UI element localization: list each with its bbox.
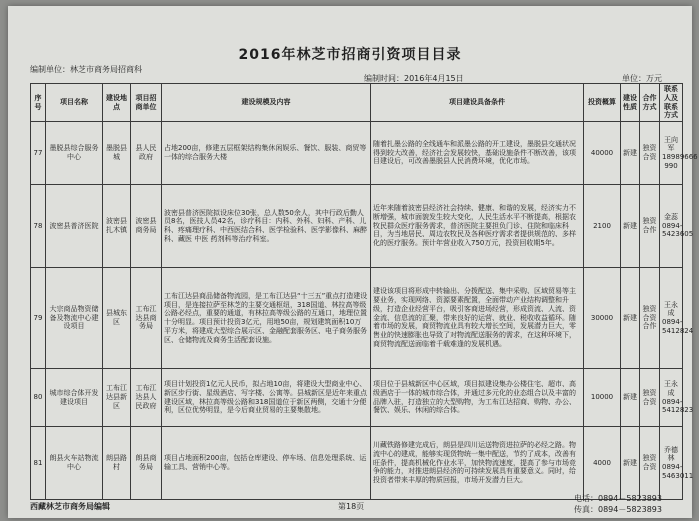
cell-unit: 波密县商务局: [131, 185, 162, 268]
cell-place: 波密县扎木镇: [103, 185, 131, 268]
footer-phone: 电话：0894－5823893: [574, 494, 662, 503]
footer-fax: 传真：0894－5823893: [574, 505, 662, 514]
table-row: [31, 369, 683, 427]
cell-investment: 2100: [584, 185, 621, 268]
cell-scale: 占地200亩，修建五层框架结构集休闲娱乐、餐饮、服装、商贸等一体的综合服务大楼: [162, 122, 371, 185]
table-row: [31, 427, 683, 500]
cell-mode: 独资合作: [640, 185, 660, 268]
cell-conditions: 随着扎墨公路的全线通车和派墨公路的开工建设，墨脱县交通状况得到较大改善，经济社会发展较快，基础设施条件不断改善，该项目建设后，可改善墨脱县人民消费环境，优化市场。: [371, 122, 584, 185]
cell-place: 工布江达县新区: [103, 369, 131, 427]
cell-investment: 4000: [584, 427, 621, 500]
cell-no: 78: [31, 185, 46, 268]
cell-nature: 新建: [621, 268, 640, 369]
document-page: [8, 6, 698, 518]
cell-no: 81: [31, 427, 46, 500]
compile-date: 编制时间：2016年4月15日: [364, 74, 464, 83]
cell-scale: 工布江达县商品储备物流园，是工布江达县“十三五”重点打造建设项目，是连接拉萨至林芝的主要交通枢纽，318国道、林拉高等级公路必经点，重要的通道，有林拉高等级公路的互通口，地理位置十分明显。项目预计投资3亿元，用地50亩，规划建筑面积10万平方米，将建成大型综合展示区、金融配套服务区、电子商务服务区、仓储物流及商务生活配套设施。: [162, 268, 371, 369]
cell-name: 墨脱县综合服务中心: [46, 122, 103, 185]
header-name: 项目名称: [46, 84, 103, 122]
header-investment: 投资概算: [584, 84, 621, 122]
cell-name: 城市综合体开发建设项目: [46, 369, 103, 427]
header-mode: 合作方式: [640, 84, 660, 122]
cell-no: 77: [31, 122, 46, 185]
document-title: 2016年林芝市招商引资项目目录: [238, 47, 462, 63]
header-scale: 建设规模及内容: [162, 84, 371, 122]
cell-mode: 独资合资: [640, 427, 660, 500]
table-row: [31, 185, 683, 268]
cell-conditions: 近年来随着波密县经济社会持续、健康、和谐的发展，经济实力不断增强，城市面貌发生较大变化，人民生活水平不断提高，根据农牧民群众医疗服务需求，普济医院主要担负门诊、住院和临床科目，为当地居民、周边农牧民及各种医疗需求者提供规范的、多样化的医疗服务。预计年营业收入750万元，投资回收期5年。: [371, 185, 584, 268]
header-nature: 建设性质: [621, 84, 640, 122]
footer-editor: 西藏林芝市商务局编辑: [30, 502, 110, 511]
project-table: [30, 83, 698, 500]
table-header-row: [31, 84, 683, 122]
cell-nature: 新建: [621, 369, 640, 427]
header-conditions: 项目建设具备条件: [371, 84, 584, 122]
cell-contact: 金蕊 0894-5423605: [660, 185, 683, 268]
cell-unit: 工布江达县人民政府: [131, 369, 162, 427]
header-no: 序号: [31, 84, 46, 122]
cell-mode: 独资合资合作: [640, 268, 660, 369]
cell-nature: 新建: [621, 122, 640, 185]
cell-contact: 王向军 18989666 990: [660, 122, 683, 185]
cell-place: 县城东区: [103, 268, 131, 369]
cell-name: 朗县火车站物流中心: [46, 427, 103, 500]
page-number: 第18页: [338, 502, 365, 511]
currency-unit: 单位：万元: [622, 74, 662, 83]
header-place: 建设地点: [103, 84, 131, 122]
cell-unit: 朗县商务局: [131, 427, 162, 500]
header-contact: 联系人及联系方式: [660, 84, 683, 122]
cell-conditions: 建设该项目将形成中转输出、分拨配送、集中采购、区域贸易等主要业务，实现网络、资源要素配置，全面带动产业结构调整和升级，打造企业经营平台，吸引客商进场经营，形成资流、人流、资金流、信息流的汇聚，带来良好的运营、就业、税收收益循环。随着市场的发展，商贸物流业具有较大增长空间，发展潜力巨大，零售业的快速膨胀也导致了对物流配送服务的需求，在这种环境下，商贸物流配送面临着千载难逢的发展机遇。: [371, 268, 584, 369]
cell-nature: 新建: [621, 185, 640, 268]
cell-no: 80: [31, 369, 46, 427]
cell-mode: 独资合资: [640, 369, 660, 427]
cell-conditions: 项目位于县城新区中心区域，项目拟建设集办公楼住宅、超市、高级酒店于一体的城市综合体，并通过多元化的业态组合以及丰富的品牌入驻，打造独立的大型购物，为工布江达招商、购物、办公、餐饮、娱乐、休闲的综合体。: [371, 369, 584, 427]
cell-unit: 工布江达县商务局: [131, 268, 162, 369]
cell-scale: 波密县普济医院拟设床位30张，总人数50余人，其中行政后勤人员8名，医技人员42名，诊疗科目：内科、外科、妇科、产科、儿科、疼痛理疗科、中西医结合科、医学检验科、医学影像科、麻醉科、藏医 中医 药剂科等治疗科室。: [162, 185, 371, 268]
cell-contact: 王永成 0894-5412823: [660, 369, 683, 427]
cell-contact: 王永成 0894-5412824: [660, 268, 683, 369]
cell-unit: 县人民政府: [131, 122, 162, 185]
cell-mode: 独资合资: [640, 122, 660, 185]
cell-name: 大宗商品物资储备及物流中心建设项目: [46, 268, 103, 369]
cell-investment: 10000: [584, 369, 621, 427]
compiler-unit: 编制单位：林芝市商务局招商科: [30, 65, 142, 74]
cell-scale: 项目计划投资1亿元人民币，拟占地10亩，将建设大型商业中心、新区步行街、星级酒店、写字楼、公寓等。县城新区是近年来重点建设区域，林拉高等级公路和318国道位于新区两侧，交通十分便利，区位优势明显，是今后商业贸易的主要集散地。: [162, 369, 371, 427]
cell-place: 朗县路村: [103, 427, 131, 500]
cell-scale: 项目占地面积200亩，包括仓库建设、停车场、信息处理系统、运输工具、营销中心等。: [162, 427, 371, 500]
header-unit: 项目招商单位: [131, 84, 162, 122]
cell-investment: 30000: [584, 268, 621, 369]
cell-investment: 40000: [584, 122, 621, 185]
cell-name: 波密县普济医院: [46, 185, 103, 268]
table-row: [31, 268, 683, 369]
cell-place: 墨脱县城: [103, 122, 131, 185]
cell-nature: 新建: [621, 427, 640, 500]
table-row: [31, 122, 683, 185]
cell-contact: 乔德林 0894-5463011: [660, 427, 683, 500]
cell-no: 79: [31, 268, 46, 369]
cell-conditions: 川藏铁路修建完成后，朗县是四川运送物资进拉萨的必经之路。物流中心的建成，能够实现货物统一集中配送，节约了成本，改善有旺条件，提高机械化作业水平，加快物流速度，提高了参与市场竞争的能力，对推进朗县经济的可持续发展具有重要意义。同时，给投资者带来丰厚的物质回报，市场开发潜力巨大。: [371, 427, 584, 500]
